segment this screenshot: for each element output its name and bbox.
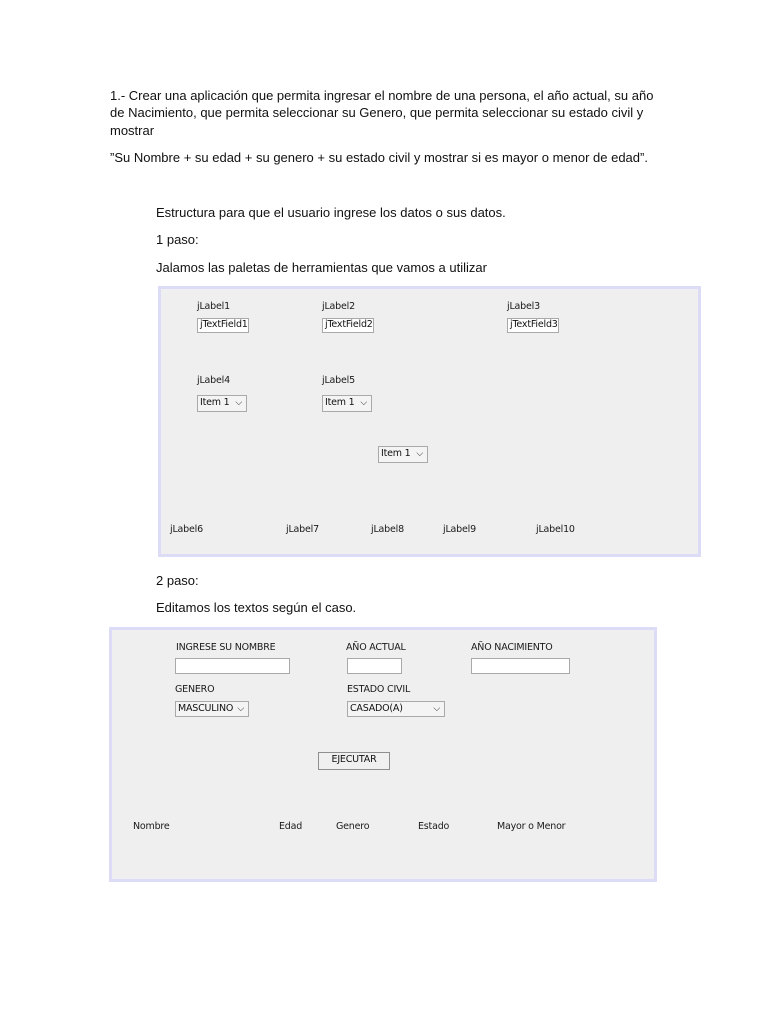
structure-text: Estructura para que el usuario ingrese los datos o sus datos. <box>156 205 506 220</box>
chevron-down-icon: ⌵ <box>433 704 440 714</box>
name-label: INGRESE SU NOMBRE <box>176 642 276 653</box>
output-status-label: Estado <box>418 821 450 832</box>
intro-quote: ”Su Nombre + su edad + su genero + su estado civil y mostrar si es mayor o menor de edad”. <box>110 150 648 165</box>
output-age-label: Edad <box>279 821 303 832</box>
civil-status-select[interactable] <box>347 701 445 717</box>
chevron-down-icon: ⌵ <box>235 398 242 408</box>
current-year-label: AÑO ACTUAL <box>346 642 406 653</box>
combo-item-1-value: Item 1 <box>200 397 230 408</box>
jtextfield3[interactable]: jTextField3 <box>507 318 559 333</box>
design-preview-raw <box>158 286 701 557</box>
step2-title: 2 paso: <box>156 573 199 588</box>
jlabel7: jLabel7 <box>286 524 319 535</box>
intro-line-3: mostrar <box>110 123 155 138</box>
jlabel1: jLabel1 <box>197 301 230 312</box>
jtextfield1[interactable]: jTextField1 <box>197 318 249 333</box>
jlabel3: jLabel3 <box>507 301 540 312</box>
birth-year-label: AÑO NACIMIENTO <box>471 642 553 653</box>
jlabel5: jLabel5 <box>322 375 355 386</box>
gender-select[interactable] <box>175 701 249 717</box>
combo-item-3-value: Item 1 <box>381 448 411 459</box>
intro-line-2: de Nacimiento, que permita seleccionar su Genero, que permita seleccionar su estado civil y <box>110 105 644 120</box>
combo-item-2-value: Item 1 <box>325 397 355 408</box>
jlabel8: jLabel8 <box>371 524 404 535</box>
output-adult-label: Mayor o Menor <box>497 821 566 832</box>
civil-status-label: ESTADO CIVIL <box>347 684 411 695</box>
step1-title: 1 paso: <box>156 232 199 247</box>
combo-item-1[interactable] <box>197 395 247 412</box>
gender-selected-value: MASCULINO <box>178 703 234 714</box>
jlabel4: jLabel4 <box>197 375 230 386</box>
output-name-label: Nombre <box>133 821 170 832</box>
step2-text: Editamos los textos según el caso. <box>156 600 357 615</box>
current-year-input[interactable] <box>347 658 402 674</box>
chevron-down-icon: ⌵ <box>416 449 423 459</box>
jlabel2: jLabel2 <box>322 301 355 312</box>
jlabel9: jLabel9 <box>443 524 476 535</box>
output-gender-label: Genero <box>336 821 370 832</box>
jlabel6: jLabel6 <box>170 524 203 535</box>
combo-item-3[interactable] <box>378 446 428 463</box>
gender-label: GENERO <box>175 684 215 695</box>
step1-text: Jalamos las paletas de herramientas que vamos a utilizar <box>156 260 487 275</box>
design-preview-edited <box>109 627 657 882</box>
combo-item-2[interactable] <box>322 395 372 412</box>
civil-status-selected-value: CASADO(A) <box>350 703 403 714</box>
chevron-down-icon: ⌵ <box>360 398 367 408</box>
birth-year-input[interactable] <box>471 658 570 674</box>
intro-line-1: 1.- Crear una aplicación que permita ingresar el nombre de una persona, el año actual, su año <box>110 88 654 103</box>
name-input[interactable] <box>175 658 290 674</box>
execute-button[interactable]: EJECUTAR <box>318 752 390 770</box>
jtextfield2[interactable]: jTextField2 <box>322 318 374 333</box>
chevron-down-icon: ⌵ <box>237 704 244 714</box>
jlabel10: jLabel10 <box>536 524 575 535</box>
